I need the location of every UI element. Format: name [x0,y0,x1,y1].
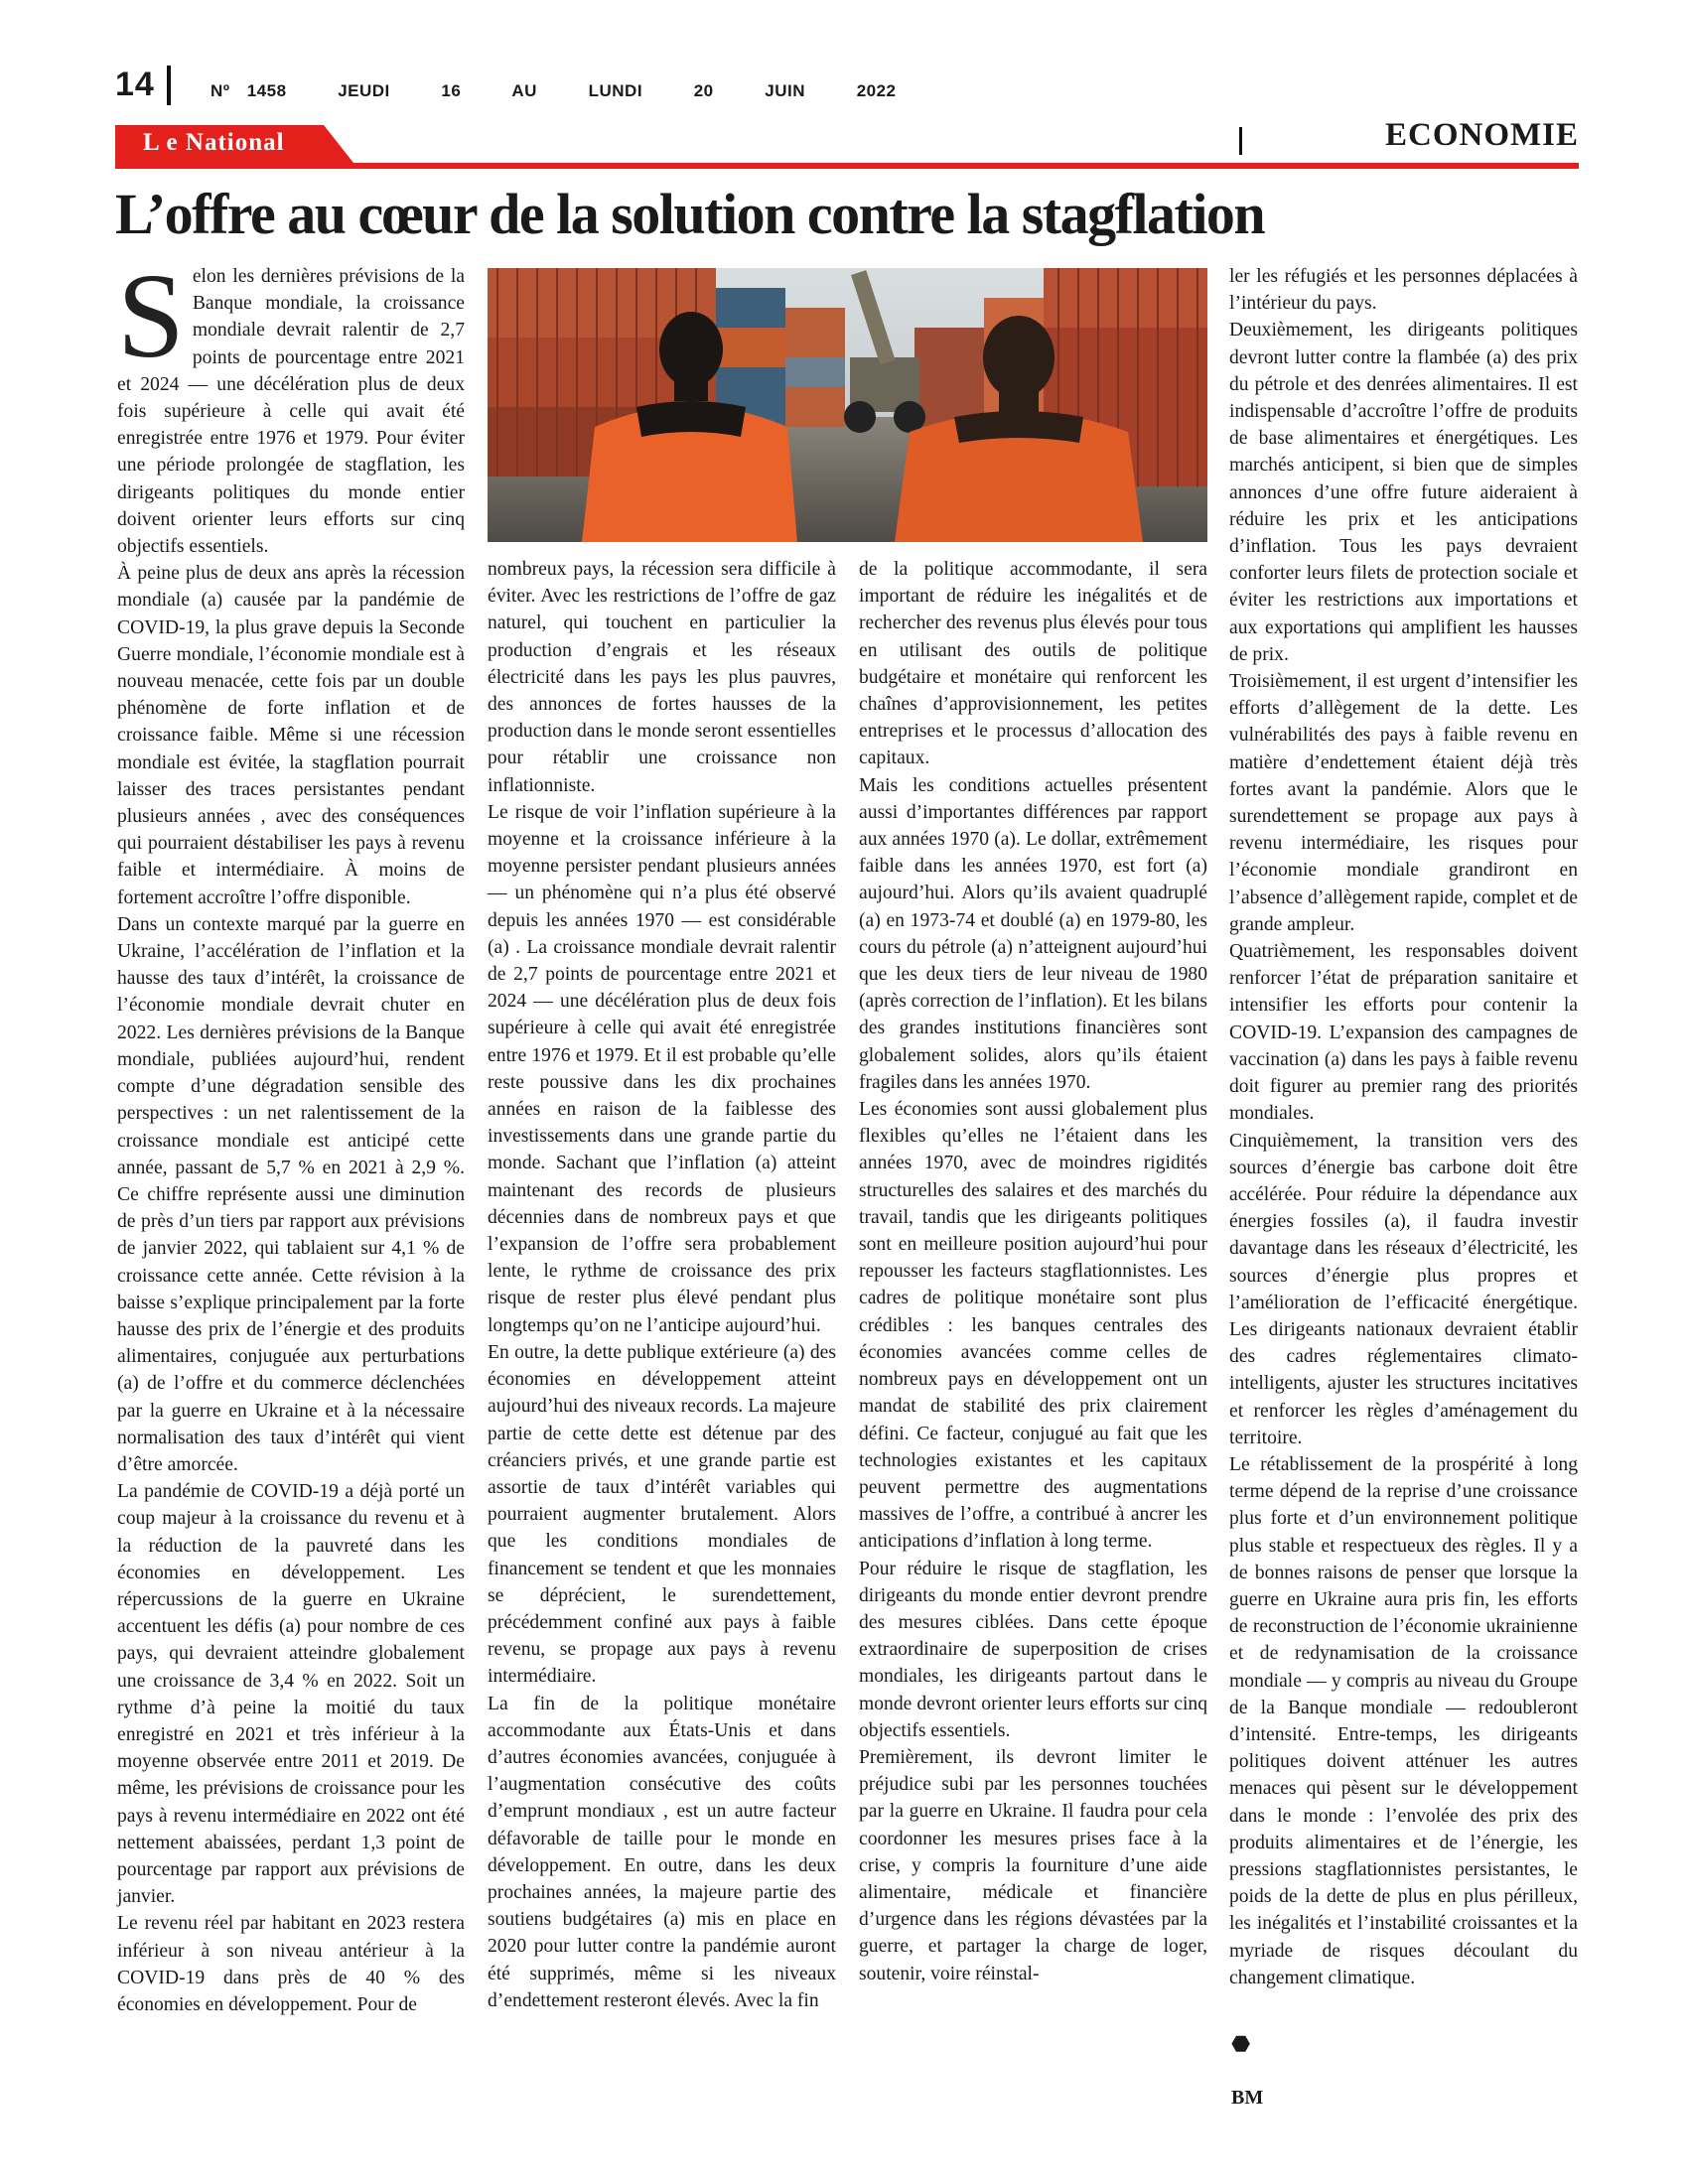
paragraph: Mais les conditions actuelles présentent aussi d’importantes différences par rapport aux années 1970 (a). Le dollar, extrêmement faible dans les années 1970, est fort (a) aujourd’hui. Alors qu’ils avaient quadruplé (a) en 1973-74 et doublé (a) en 1979-80, les cours du pétrole (a) n’atteignent aujourd’hui que les deux tiers de leur niveau de 1980 (après correction de l’inflation). Et les bilans des grandes institutions financières sont globalement solides, alors qu’ils étaient fragiles dans les années 1970. [859,774,1207,1093]
column-3 [859,556,1207,1987]
paragraph: Le rétablissement de la prospérité à long terme dépend de la reprise d’une croissance plus forte et d’un environnement politique plus stable et respectueux des règles. Il y a de bonnes raisons de penser que lorsque la guerre en Ukraine aura pris fin, les efforts de reconstruction de l’économie ukrainienne et de redynamisation de la croissance mondiale — y compris au niveau du Groupe de la Banque mondiale — redoubleront d’intensité. Entre-temps, les dirigeants politiques doivent atténuer les autres menaces qui pèsent sur le développement dans le monde : l’envolée des prix des produits alimentaires et de l’énergie, les pressions stagflationnistes persistantes, le poids de la dette de plus en plus périlleux, les inégalités et l’instabilité croissantes et la myriade de risques découlant du changement climatique. [1229,1453,1578,1988]
article-photo [488,268,1207,542]
drop-cap: S [117,249,185,383]
paragraph: Troisièmement, il est urgent d’intensifier les efforts d’allègement de la dette. Les vulnérabilités des pays à faible revenu en matière d’endettement étaient déjà très fortes avant la pandémie. Alors que le surendettement se propage aux pays à revenu intermédiaire, les risques pour l’économie mondiale grandiront en l’absence d’allègement rapide, complet et de grande ampleur. [1229,671,1578,935]
issue-date: Nº 1458 JEUDI 16 AU LUNDI 20 JUIN 2022 [211,81,897,100]
paragraph: nombreux pays, la récession sera difficile à éviter. Avec les restrictions de l’offre de gaz naturel, qui touchent en particulier la production d’engrais et les réseaux électricité dans les pays les plus pauvres, des annonces de fortes hausses de la production dans le monde seront essentielles pour rétablir une croissance non inflationniste. [488,559,836,796]
paragraph: Premièrement, ils devront limiter le préjudice subi par les personnes touchées par la guerre en Ukraine. Il faudra pour cela coordonner les mesures prises face à la crise, y compris la fourniture d’une aide alimentaire, médicale et financière d’urgence dans les régions dévastées par la guerre, et partager la charge de loger, soutenir, voire réinstal- [859,1746,1207,1984]
section-name: ECONOMIE [1384,117,1579,153]
paragraph: En outre, la dette publique extérieure (a) des économies en développement atteint aujourd’hui des niveaux records. La majeure partie de cette dette est détenue par des créanciers privés, et une grande partie est assortie de taux d’intérêt variables qui pourraient augmenter brutalement. Alors que les conditions mondiales de financement se tendent et que les monnaies se déprécient, le surendettement, précédemment confiné aux pays à faible revenu, se propage aux pays à revenu intermédiaire. [488,1341,836,1688]
paragraph: ler les réfugiés et les personnes déplacées à l’intérieur du pays. [1229,266,1578,315]
paragraph: Les économies sont aussi globalement plus flexibles qu’elles ne l’étaient dans les années 1970, avec de moindres rigidités structurelles des salaires et des marchés du travail, tandis que les dirigeants politiques sont en meilleure position aujourd’hui pour repousser les facteurs stagflationnistes. Les cadres de politique monétaire sont plus crédibles : les banques centrales des économies avancées comme celles de nombreux pays en développement ont un mandat de stabilité des prix clairement défini. Ce facteur, conjugué au fait que les technologies existantes et les capitaux peuvent permettre des augmentations massives de l’offre, a contribué à ancrer les anticipations d’inflation à long terme. [859,1099,1207,1553]
container-yard-image [488,268,1207,542]
paragraph: Quatrièmement, les responsables doivent renforcer l’état de préparation sanitaire et intensifier les efforts pour contenir la COVID-19. L’expansion des campagnes de vaccination (a) dans les pays à faible revenu doit figurer au premier rang des priorités mondiales. [1229,941,1578,1125]
paragraph: La fin de la politique monétaire accommodante aux États-Unis et dans d’autres économies avancées, conjuguée à l’augmentation consécutive des coûts d’emprunt mondiaux , est un autre facteur défavorable de taille pour le monde en développement. En outre, dans les deux prochaines années, la majeure partie des soutiens budgétaires (a) mis en place en 2020 pour lutter contre la pandémie auront été supprimés, même si les niveaux d’endettement resteront élevés. Avec la fin [488,1693,836,2011]
brand-name: L e National [143,129,285,156]
page-number: 14 [115,66,155,103]
end-mark-icon: ⬣ [1231,2031,1251,2056]
paragraph: elon les dernières prévisions de la Banque mondiale, la croissance mondiale devrait ralentir de 2,7 points de pourcentage entre 2021 et 2024 — une décélération plus de deux fois supérieure à celle qui avait été enregistrée entre 1976 et 1979. Pour éviter une période prolongée de stagflation, les dirigeants politiques du monde entier doivent orienter leurs efforts sur cinq objectifs essentiels. [117,266,465,558]
paragraph: Le revenu réel par habitant en 2023 restera inférieur à son niveau antérieur à la COVID-19 dans près de 40 % des économies en développement. Pour de [117,1913,465,2015]
header-rule [115,163,1579,169]
column-1 [117,249,465,2018]
paragraph: Pour réduire le risque de stagflation, les dirigeants du monde entier devront prendre des mesures ciblées. Dans cette époque extraordinaire de superposition de crises mondiales, les dirigeants partout dans le monde devront orienter leurs efforts sur cinq objectifs essentiels. [859,1558,1207,1741]
section-divider [1239,127,1242,155]
paragraph: La pandémie de COVID-19 a déjà porté un coup majeur à la croissance du revenu et à la réduction de la pauvreté dans les économies en développement. Les répercussions de la guerre en Ukraine accentuent les défis (a) pour nombre de ces pays, qui devraient atteindre globalement une croissance de 3,4 % en 2022. Soit un rythme d’à peine la moitié du taux enregistré en 2021 et très inférieur à la moyenne observée entre 2011 et 2019. De même, les prévisions de croissance pour les pays à revenu intermédiaire en 2022 ont été nettement abaissées, perdant 1,3 point de pourcentage par rapport aux prévisions de janvier. [117,1481,465,1908]
column-2 [488,556,836,2014]
paragraph: À peine plus de deux ans après la récession mondiale (a) causée par la pandémie de COVID-19, la plus grave depuis la Seconde Guerre mondiale, l’économie mondiale est à nouveau menacée, cette fois par un double phénomène de forte inflation et de croissance faible. Même si une récession mondiale est évitée, la stagflation pourrait laisser des traces persistantes pendant plusieurs années , avec des conséquences qui pourraient déstabiliser les pays à revenu faible et intermédiaire. À moins de fortement accroître l’offre disponible. [117,563,465,908]
author-signature: BM [1231,2087,1264,2109]
paragraph: Deuxièmement, les dirigeants politiques devront lutter contre la flambée (a) des prix du pétrole et des denrées alimentaires. Il est indispensable d’accroître l’offre de produits de base alimentaires et énergétiques. Les marchés anticipent, si bien que de simples annonces d’une offre future aideraient à réduire les prix et les anticipations d’inflation. Tous les pays devraient conforter leurs filets de protection sociale et éviter les restrictions aux importations et aux exportations qui amplifient les hausses de prix. [1229,320,1578,665]
brand-tab [115,125,353,163]
column-4 [1229,263,1578,1991]
article-title: L’offre au cœur de la solution contre la stagflation [115,182,1265,246]
paragraph: Le risque de voir l’inflation supérieure à la moyenne et la croissance inférieure à la moyenne persister pendant plusieurs années — un phénomène qui n’a plus été observé depuis les années 1970 — est considérable (a) . La croissance mondiale devrait ralentir de 2,7 points de pourcentage entre 2021 et 2024 — une décélération plus de deux fois supérieure à celle qui avait été enregistrée entre 1976 et 1979. Et il est probable qu’elle reste poussive dans les dix prochaines années en raison de la faiblesse des investissements dans une grande partie du monde. Sachant que l’inflation (a) atteint maintenant des records de plusieurs décennies dans de nombreux pays et que l’expansion de l’offre sera probablement lente, le rythme de croissance des prix risque de rester plus élevé pendant plus longtemps qu’on ne l’anticipe aujourd’hui. [488,801,836,1336]
paragraph: Dans un contexte marqué par la guerre en Ukraine, l’accélération de l’inflation et la hausse des taux d’intérêt, la croissance de l’économie mondiale devrait chuter en 2022. Les dernières prévisions de la Banque mondiale, publiées aujourd’hui, rendent compte d’une dégradation sensible des perspectives : un net ralentissement de la croissance mondiale est anticipé cette année, passant de 5,7 % en 2021 à 2,9 %. Ce chiffre représente aussi une diminution de près d’un tiers par rapport aux prévisions de janvier 2022, qui tablaient sur 4,1 % de croissance cette année. Cette révision à la baisse s’explique principalement par la forte hausse des prix de l’énergie et des produits alimentaires, conjuguée aux perturbations (a) de l’offre et du commerce déclenchées par la guerre en Ukraine et à la nécessaire normalisation des taux d’intérêt qui vient d’être amorcée. [117,913,465,1475]
header-divider [167,66,171,105]
paragraph: de la politique accommodante, il sera important de réduire les inégalités et de rechercher des revenus plus élevés pour tous en utilisant des outils de politique budgétaire et monétaire qui renforcent les chaînes d’approvisionnement, les petites entreprises et le processus d’allocation des capitaux. [859,559,1207,769]
paragraph: Cinquièmement, la transition vers des sources d’énergie bas carbone doit être accélérée. Pour réduire la dépendance aux énergies fossiles (a), il faudra investir davantage dans les réseaux d’électricité, les sources d’énergie plus propres et l’amélioration de l’efficacité énergétique. Les dirigeants nationaux devraient établir des cadres réglementaires climato-intelligents, ajuster les structures incitatives et renforcer les règles d’aménagement du territoire. [1229,1130,1578,1448]
